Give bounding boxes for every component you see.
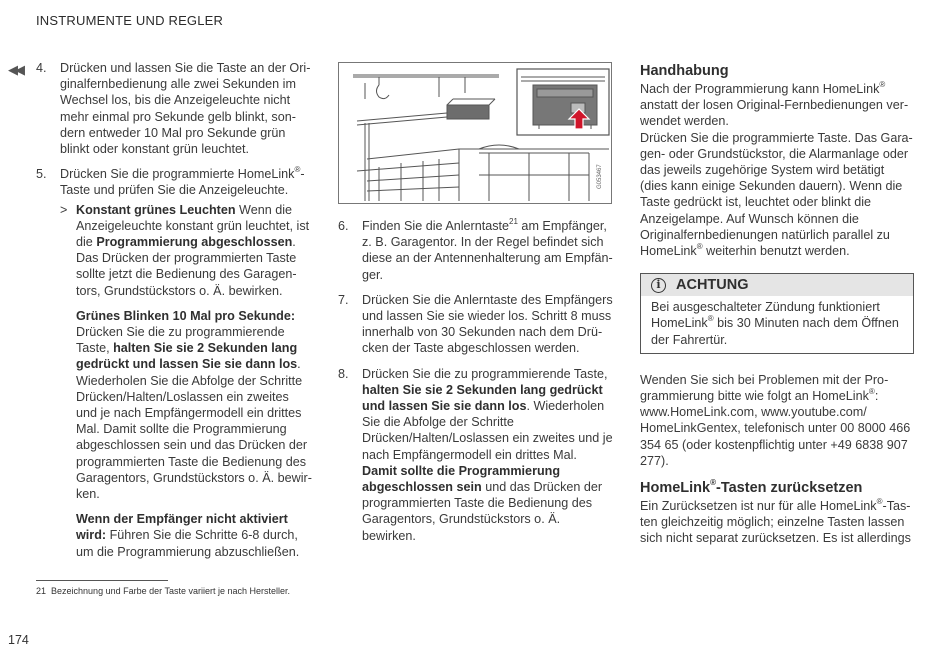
- step-number: 7.: [338, 292, 349, 307]
- left-column: [36, 60, 312, 569]
- warning-box: [640, 273, 914, 354]
- step-5: [36, 166, 312, 198]
- result-green-blinking: Grünes Blinken 10 Mal pro Sekunde: Drücken Sie die zu programmierende Taste, halten Sie sie 2 Sekunden lang gedrückt und lassen Sie sie dann los. Wiederholen Sie die Abfolge der Schritte Drücken/Halten/Loslassen ein zweites und je nach Empfängermodell ein drittes Mal. Damit sollte die Programmierung abgeschlossen sein und das Drücken der programmierten Taste die Bedienung des Garagentors, Grundstückstors o. Ä. bewirken.: [76, 308, 312, 502]
- reset-text: Ein Zurücksetzen ist nur für alle HomeLink®-Tasten gleichzeitig möglich; einzelne Tasten lassen sich nicht separat zurücksetzen. Es ist allerdings: [640, 496, 911, 546]
- garage-receiver-illustration: [338, 62, 612, 204]
- garage-illustration-svg: [339, 63, 611, 203]
- right-column: [640, 62, 914, 547]
- section-heading-handhabung: Handhabung: [640, 63, 729, 79]
- step-number: 4.: [36, 61, 47, 75]
- footnote-text: Bezeichnung und Farbe der Taste variiert je nach Hersteller.: [51, 586, 290, 596]
- warning-header: [641, 274, 913, 296]
- result-not-activated: Wenn der Empfänger nicht aktiviert wird: Führen Sie die Schritte 6-8 durch, um die Programmierung abzuschließen.: [76, 512, 300, 559]
- step-7: [338, 292, 614, 357]
- back-navigation-icon[interactable]: ◀◀: [8, 62, 22, 77]
- step-text: Drücken Sie die zu programmierende Taste, halten Sie sie 2 Sekunden lang gedrückt und lassen Sie sie dann los. Wiederholen Sie die Abfolge der Schritte Drücken/Halten/Loslassen ein zweites und je nach Empfängermodell ein drittes Mal. Damit sollte die Programmierung abgeschlossen sein und das Drücken der programmierten Taste die Bedienung des Garagentors, Grundstückstors o. Ä. bewirken.: [362, 366, 613, 543]
- step-text: Drücken Sie die programmierte HomeLink®-Taste und prüfen Sie die Anzeigeleuchte.: [60, 165, 305, 198]
- step-text: Drücken Sie die Anlerntaste des Empfängers und lassen Sie sie wieder los. Schritt 8 muss innerhalb von 30 Sekunden nach dem Drücken der Taste abgeschlossen werden.: [362, 292, 613, 356]
- step-4: [36, 60, 312, 157]
- step-6: [338, 218, 614, 283]
- step-number: 8.: [338, 366, 349, 381]
- result-steady-green: > Konstant grünes Leuchten Wenn die Anzeigeleuchte konstant grün leuchtet, ist die Programmierung abgeschlossen. Das Drücken der programmierten Taste sollte jetzt die Bedienung des Garagentors, Grundstückstors o. Ä. bewirken.: [60, 202, 310, 298]
- warning-text: Bei ausgeschalteter Zündung funktioniert HomeLink® bis 30 Minuten nach dem Öffnen der Fahrertür.: [651, 300, 899, 347]
- footnote-number: 21: [36, 586, 47, 596]
- step-5-results: [36, 202, 312, 560]
- warning-title: ACHTUNG: [676, 277, 749, 294]
- step-number: 6.: [338, 219, 349, 233]
- section-heading-reset: HomeLink®-Tasten zurücksetzen: [640, 478, 863, 497]
- step-8: [338, 366, 614, 544]
- handhabung-usage: Drücken Sie die programmierte Taste. Das Garagen- oder Grundstückstor, die Alarmanlage oder das jeweils zugehörige System wird betätigt (dies kann einige Sekunden dauern). Wenn die Taste gedrückt ist, leuchtet oder blinkt die Anzeigelampe. Auf Wunsch können die Originalfernbedienungen natürlich parallel zu HomeLink® weiterhin benutzt werden.: [640, 130, 913, 259]
- result-marker: >: [60, 202, 68, 217]
- step-text: Drücken und lassen Sie die Taste an der Originalfernbedienung alle zwei Sekunden im Wechsel los, bis die Anzeigeleuchte nicht mehr einmal pro Sekunde gelb blinkt, sondern entweder 10 Mal pro Sekunde grün blinkt oder konstant grün leuchtet.: [60, 61, 311, 157]
- step-text: Finden Sie die Anlerntaste$^{21}$ am Empfänger, z. B. Garagentor. In der Regel befindet sich diese an der Antennenhalterung am Empfänger.: [362, 216, 613, 282]
- handhabung-intro: Nach der Programmierung kann HomeLink® anstatt der losen Original-Fernbedienungen verwendet werden.: [640, 79, 909, 129]
- info-icon: i: [651, 278, 666, 293]
- page-number: 174: [8, 633, 29, 647]
- support-contact: Wenden Sie sich bei Problemen mit der Programmierung bitte wie folgt an HomeLink®: www.HomeLink.com, www.youtube.com/ HomeLinkGentex, telefonisch unter 00 8000 466 354 65 (oder kostenpflichtig unter +49 6838 907 277).: [640, 372, 911, 468]
- page-header: INSTRUMENTE UND REGLER: [36, 13, 224, 28]
- footnote-divider: [36, 580, 168, 581]
- footnote: [36, 586, 290, 596]
- figure-code: G053467: [597, 164, 603, 189]
- step-number: 5.: [36, 167, 47, 182]
- middle-column: [338, 218, 614, 553]
